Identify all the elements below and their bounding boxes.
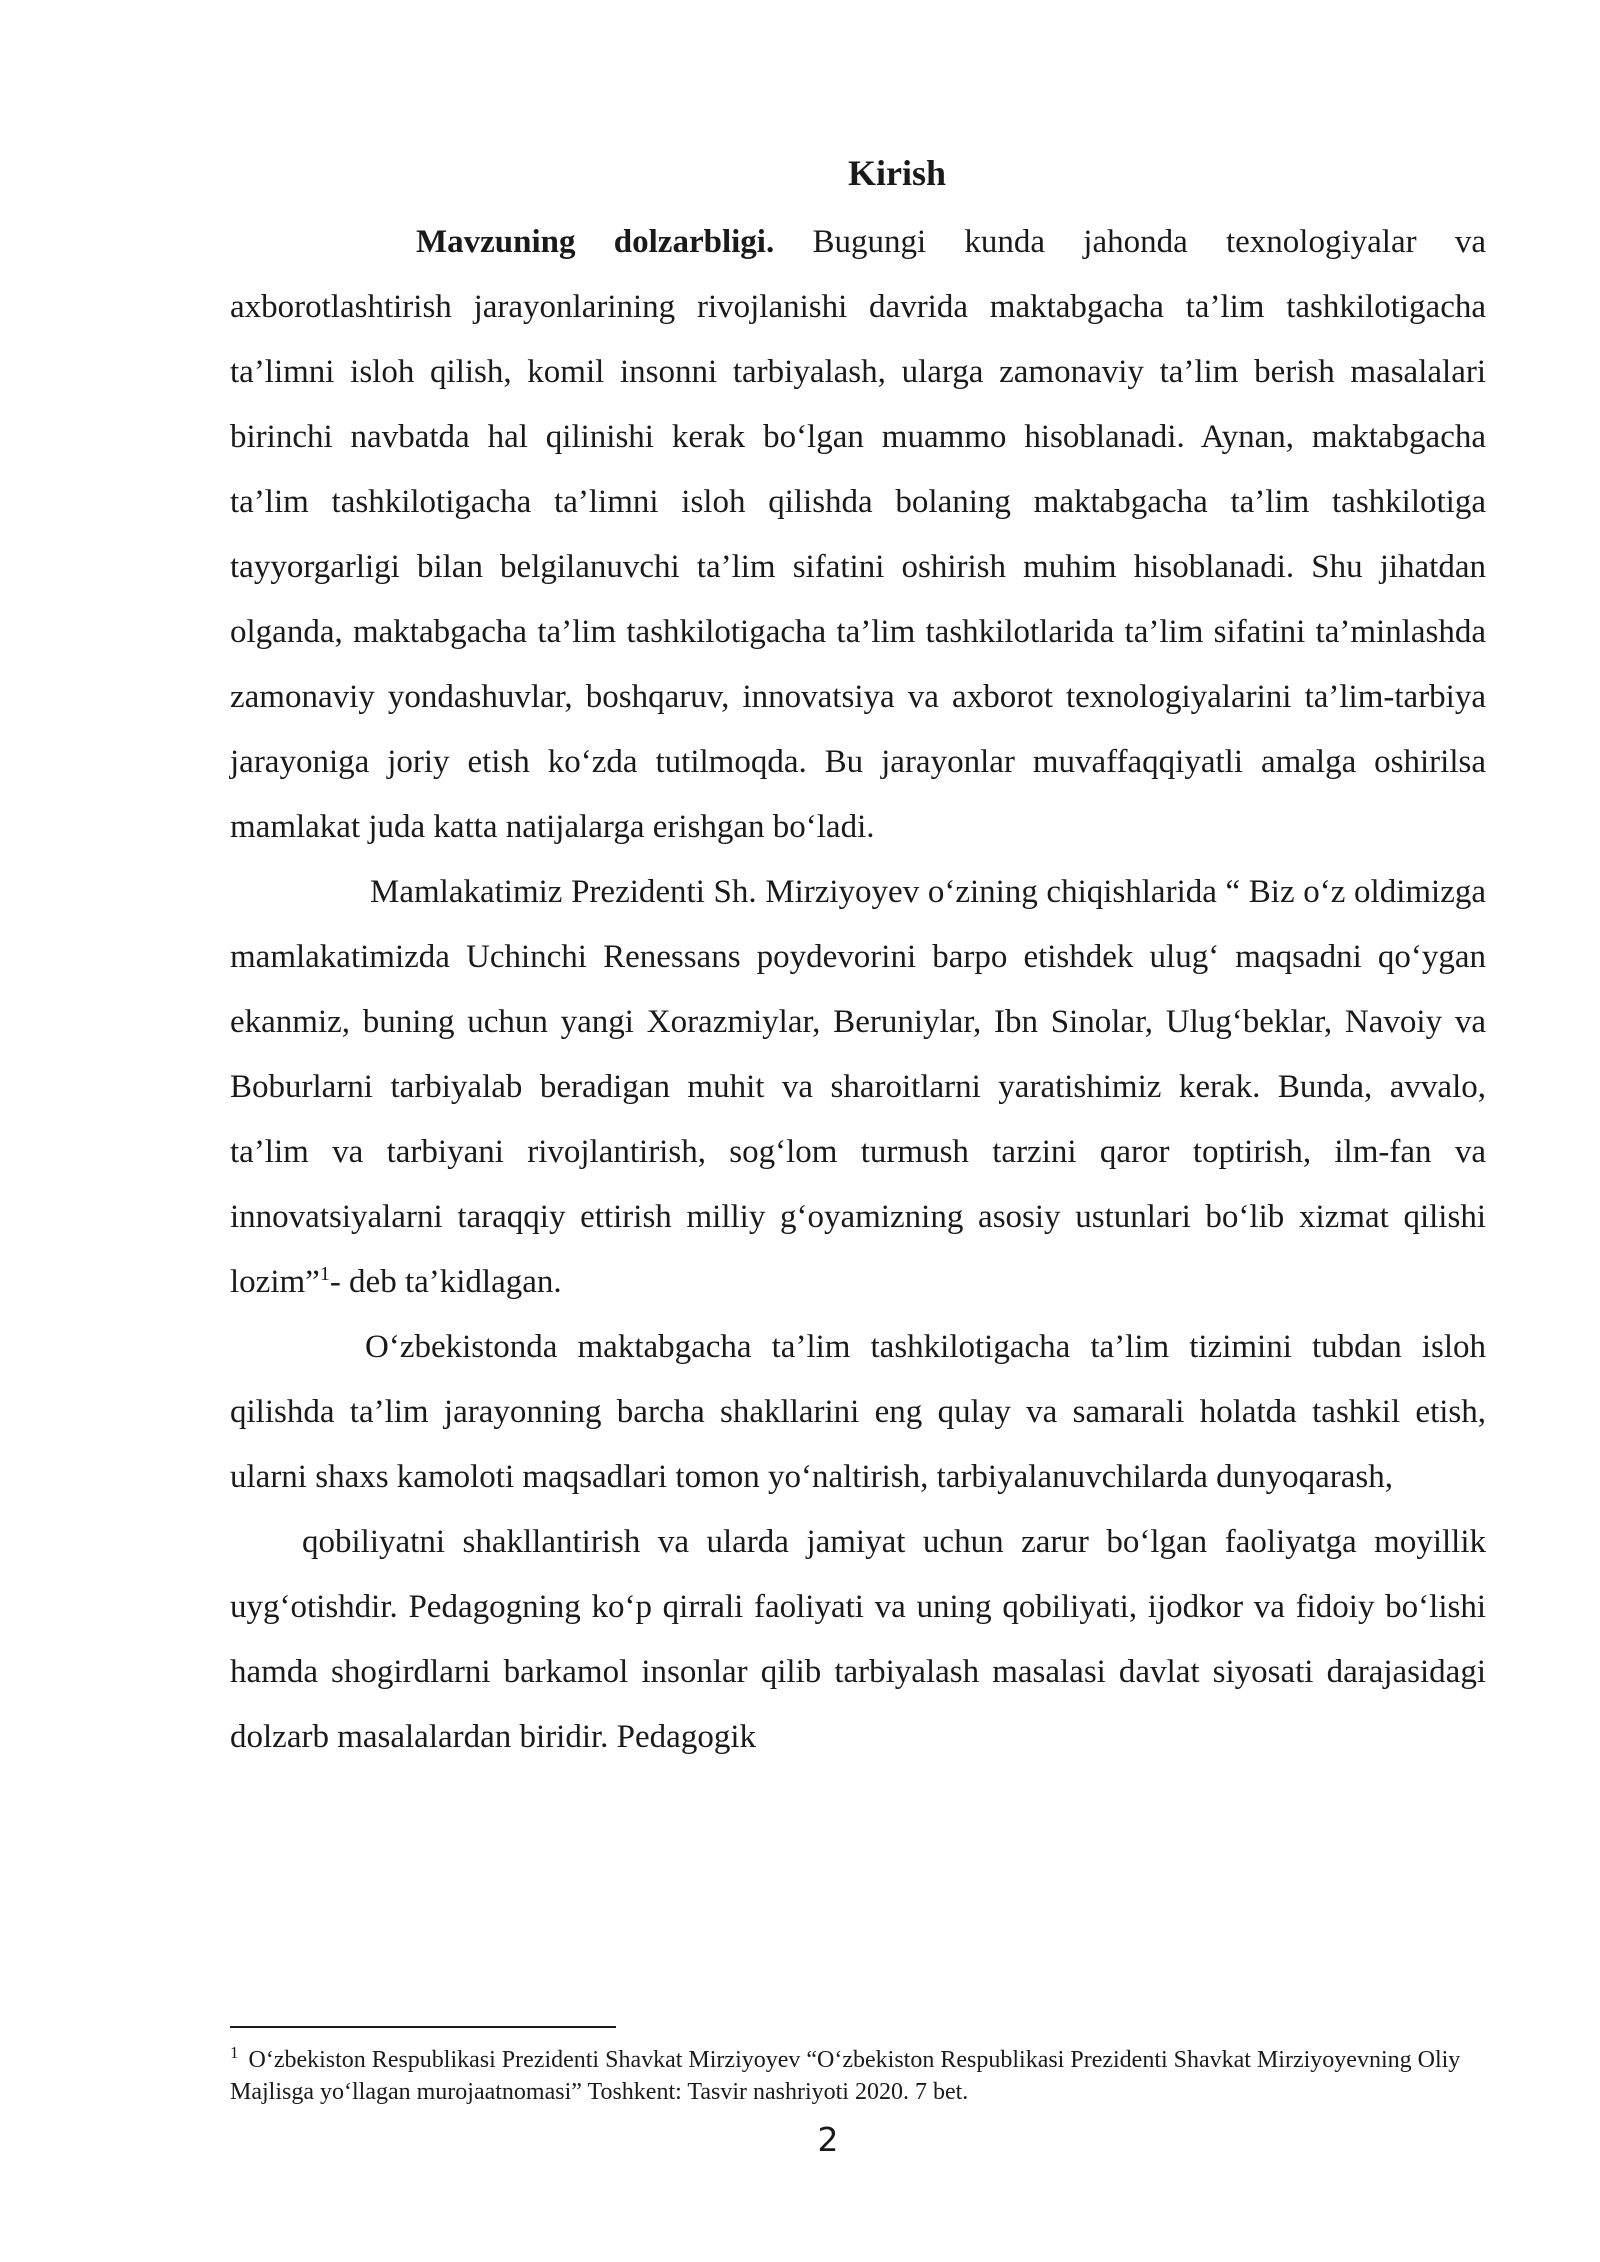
page-number: 2 [817, 2120, 839, 2159]
paragraph-president-quote [230, 860, 1486, 1315]
paragraph-text: Mamlakatimiz Prezidenti Sh. Mirziyoyev o‘zining chiqishlarida “ Biz o‘z oldimizga mamlakatimizda Uchinchi Renessans poydevorini barpo etishdek ulug‘ maqsadni qo‘ygan ekanmiz, buning uchun yangi Xorazmiylar, Beruniylar, Ibn Sinolar, Ulug‘beklar, Navoiy va Boburlarni tarbiyalab beradigan muhit va sharoitlarni yaratishimiz kerak. Bunda, avvalo, ta’lim va tarbiyani rivojlantirish, sog‘lom turmush tarzini qaror toptirish, ilm-fan va innovatsiyalarni taraqqiy ettirish milliy g‘oyamizning asosiy ustunlari bo‘lib xizmat qilishi lozim” [230, 874, 1486, 1300]
footnote [230, 2044, 1486, 2108]
paragraph-text: qobiliyatni shakllantirish va ularda jamiyat uchun zarur bo‘lgan faoliyatga moyillik uyg‘otishdir. Pedagogning ko‘p qirrali faoliyati va uning qobiliyati, ijodkor va fidoiy bo‘lishi hamda shogirdlarni barkamol insonlar qilib tarbiyalash masalasi davlat siyosati darajasidagi dolzarb masalalardan biridir. Pedagogik [230, 1524, 1486, 1755]
footnote-separator [230, 2026, 616, 2028]
footnote-text: O‘zbekiston Respublikasi Prezidenti Shavkat Mirziyoyev “O‘zbekiston Respublikasi Prezidenti Shavkat Mirziyoyevning Oliy Majlisga yo‘llagan murojaatnomasi” Toshkent: Tasvir nashriyoti 2020. 7 bet. [230, 2047, 1461, 2105]
paragraph-text: O‘zbekistonda maktabgacha ta’lim tashkilotigacha ta’lim tizimini tubdan isloh qilishda ta’lim jarayonning barcha shakllarini eng qulay va samarali holatda tashkil etish, ularni shaxs kamoloti maqsadlari tomon yo‘naltirish, tarbiyalanuvchilarda dunyoqarash, [230, 1329, 1486, 1495]
paragraph-text-after: - deb ta’kidlagan. [329, 1264, 562, 1300]
section-heading: Kirish [847, 153, 946, 193]
paragraph-text: Bugungi kunda jahonda texnologiyalar va axborotlashtirish jarayonlarining rivojlanishi davrida maktabgacha ta’lim tashkilotigacha ta’limni isloh qilish, komil insonni tarbiyalash, ularga zamonaviy ta’lim berish masalalari birinchi navbatda hal qilinishi kerak bo‘lgan muammo hisoblanadi. Aynan, maktabgacha ta’lim tashkilotigacha ta’limni isloh qilishda bolaning maktabgacha ta’lim tashkilotiga tayyorgarligi bilan belgilanuvchi ta’lim sifatini oshirish muhim hisoblanadi. Shu jihatdan olganda, maktabgacha ta’lim tashkilotigacha ta’lim tashkilotlarida ta’lim sifatini ta’minlashda zamonaviy yondashuvlar, boshqaruv, innovatsiya va axborot texnologiyalarini ta’lim-tarbiya jarayoniga joriy etish ko‘zda tutilmoqda. Bu jarayonlar muvaffaqqiyatli amalga oshirilsa mamlakat juda katta natijalarga erishgan bo‘ladi. [230, 224, 1486, 845]
body-text [230, 210, 1486, 1770]
footnote-mark: 1 [230, 2043, 239, 2062]
paragraph-relevance [230, 210, 1486, 860]
paragraph-lead: Mavzuning dolzarbligi. [416, 224, 775, 260]
paragraph-reform [230, 1315, 1486, 1510]
footnote-reference[interactable]: 1 [319, 1263, 330, 1285]
paragraph-abilities [230, 1510, 1486, 1770]
